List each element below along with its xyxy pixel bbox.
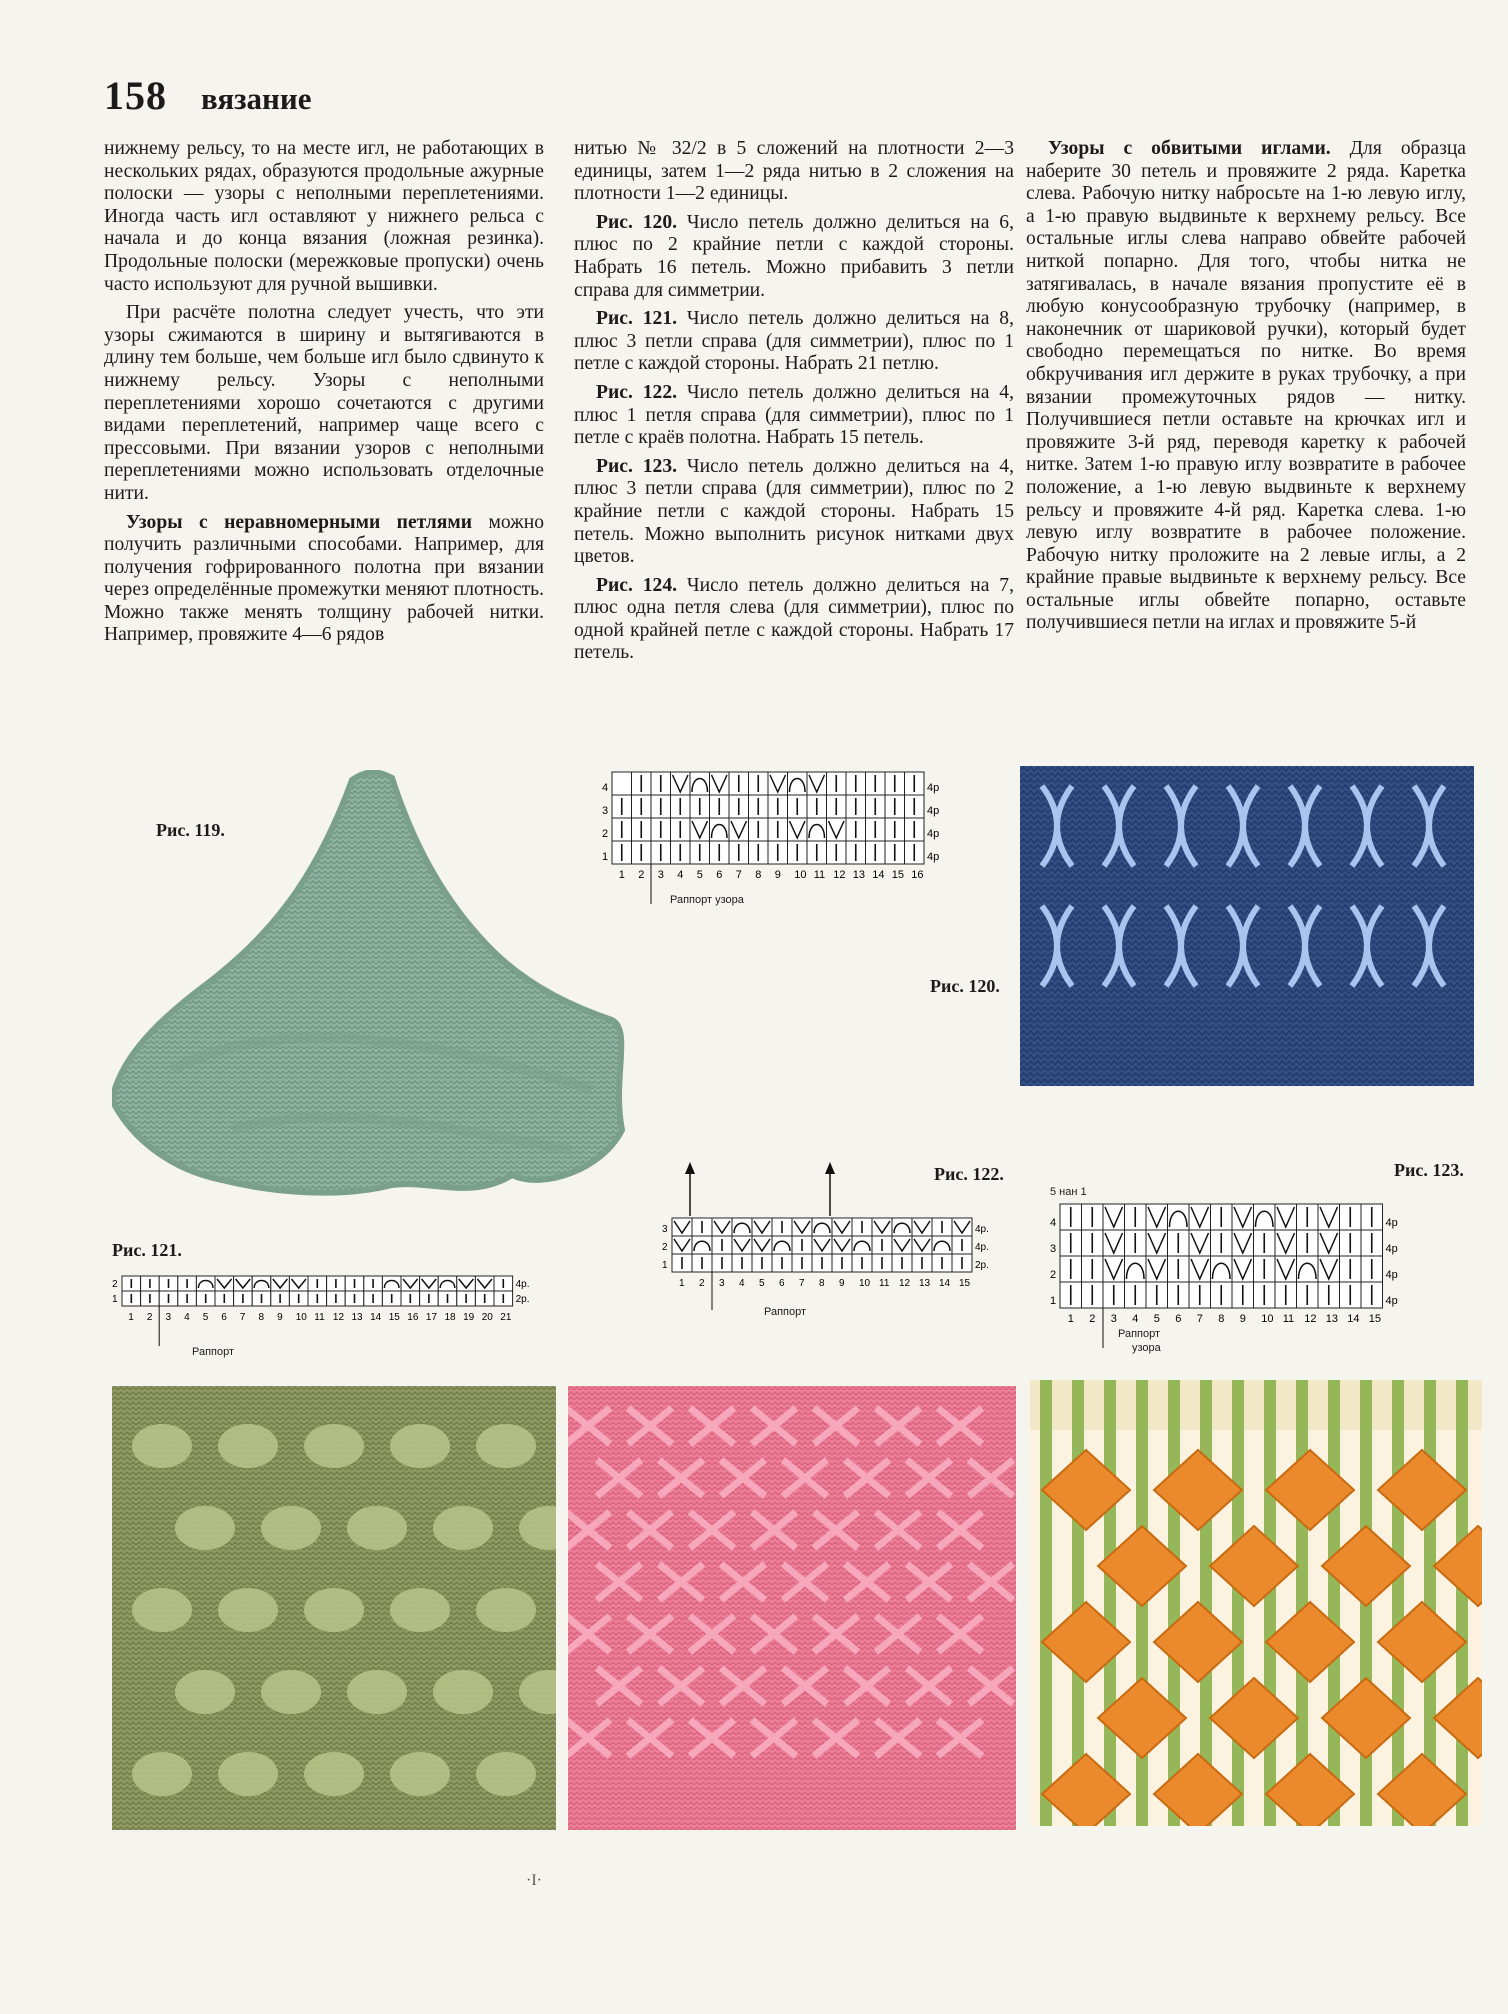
paragraph [574,138,1014,206]
green-rib [1392,1380,1404,1826]
paragraph [574,382,1014,450]
row-label: 1 [662,1260,668,1271]
figure-121-swatch [112,1386,556,1830]
paragraph-text: Число петель должно делиться на 8, плюс 3 петли справа (для симметрии), плюс по 1 петле с каждой стороны. Набрать 21 петлю. [574,308,1014,375]
paragraph-lead: Узоры с обвитыми иглами. [1048,138,1331,159]
paragraph-lead: Рис. 121. [596,308,678,330]
puff-stitch [218,1588,278,1632]
arrow-head [685,1162,695,1174]
figure-120-label: Рис. 120. [930,976,1000,996]
figure-122-rapport: Раппорт [764,1306,807,1318]
figure-123-label: Рис. 123. [1394,1160,1464,1180]
col-number: 13 [852,869,865,881]
col-number: 15 [1368,1313,1381,1325]
col-number: 15 [891,869,904,881]
row-suffix: 4р [927,851,940,863]
section-title: вязание [201,81,312,116]
col-number: 8 [258,1312,265,1323]
figure-123-note: 5 нан 1 [1050,1186,1087,1198]
col-number: 10 [1261,1313,1274,1325]
row-label: 3 [1050,1243,1057,1255]
col-number: 21 [500,1312,512,1323]
top-band [1030,1380,1482,1430]
col-number: 4 [677,869,684,881]
puff-stitch [433,1506,493,1550]
col-number: 6 [1175,1313,1182,1325]
paragraph [1026,138,1466,635]
col-number: 13 [919,1278,931,1289]
col-number: 2 [699,1278,705,1289]
figure-122-label: Рис. 122. [934,1164,1004,1184]
row-label: 4 [1050,1217,1057,1229]
row-label: 3 [602,805,609,817]
col-number: 3 [165,1312,172,1323]
puff-stitch [261,1506,321,1550]
puff-stitch [390,1424,450,1468]
col-number: 20 [481,1312,493,1323]
paragraph-text: нитью № 32/2 в 5 сложений на плотности 2—3 единицы, затем 1—2 ряда нитью в 2 сложения на плотности 1—2 единицы. [574,138,1014,205]
figure-123-swatch [1030,1380,1482,1826]
paragraph [574,456,1014,569]
paragraph-text: Число петель должно делиться на 4, плюс 3 петли справа (для симметрии), плюс по 2 крайние петли с каждой стороны. Набрать 15 петель. Можно выполнить рисунок нитками двух цветов. [574,455,1014,568]
col-number: 12 [332,1312,345,1323]
paragraph [104,302,544,505]
paragraph-lead: Рис. 123. [596,455,678,477]
figure-123-rapport-2: узора [1132,1342,1161,1354]
col-number: 4 [184,1312,190,1323]
paragraph-text: Число петель должно делиться на 4, плюс 1 петля справа (для симметрии), плюс по 1 петле с краёв полотна. Набрать 15 петель. [574,381,1014,449]
row-label: 1 [1050,1295,1057,1307]
row-suffix: 4р. [975,1224,989,1235]
green-rib [1168,1380,1180,1826]
row-suffix: 4р. [975,1242,989,1253]
figure-121-rapport: Раппорт [192,1346,235,1358]
col-number: 15 [959,1278,971,1289]
paragraph-lead: Узоры с неравномерными петлями [126,511,473,533]
col-number: 16 [911,869,924,881]
col-number: 6 [221,1312,227,1323]
col-number: 9 [1239,1313,1246,1325]
col-number: 8 [1218,1313,1225,1325]
paragraph [104,138,544,296]
green-rib [1104,1380,1116,1826]
puff-stitch [304,1588,364,1632]
puff-stitch [304,1752,364,1796]
puff-stitch [347,1506,407,1550]
figure-121-photo [112,1386,556,1830]
col-number: 3 [657,869,664,881]
col-number: 17 [425,1312,438,1323]
figure-123-chart-grid [1040,1200,1480,1360]
green-rib [1456,1380,1468,1826]
col-number: 10 [859,1278,871,1289]
footer-mark: ·I· [526,1872,542,1889]
puff-stitch [175,1506,235,1550]
col-number: 1 [679,1278,685,1289]
col-number: 9 [774,869,781,881]
figure-122-swatch [568,1386,1016,1830]
col-number: 1 [1067,1313,1074,1325]
col-number: 5 [759,1278,765,1289]
paragraph-text: нижнему рельсу, то на месте игл, не работающих в нескольких рядах, образуются продольные ажурные полоски — узоры с неполными переплетениями. Иногда часть игл оставляют у нижнего рельса с начала и до конца вязания (ложная резинка). Продольные полоски (мережковые пропуски) очень часто используют для ручной вышивки. [104,138,544,295]
puff-stitch [347,1670,407,1714]
row-suffix: 4р. [515,1279,530,1290]
col-number: 13 [1325,1313,1338,1325]
puff-stitch [218,1752,278,1796]
col-number: 11 [314,1312,325,1323]
col-number: 8 [755,869,762,881]
puff-stitch [132,1424,192,1468]
col-number: 16 [407,1312,419,1323]
row-label: 2 [602,828,609,840]
row-suffix: 4р [1385,1217,1398,1229]
col-number: 14 [370,1312,382,1323]
col-number: 7 [799,1278,805,1289]
paragraph-text: можно получить различными способами. Например, для получения гофрированного полотна при вязании через определённые промежутки меняют плотность. Можно также менять толщину рабочей нитки. Например, провяжите 4—6 рядов [104,511,544,646]
col-number: 7 [239,1312,246,1323]
paragraph-lead: Рис. 122. [596,381,678,403]
row-label: 2 [1050,1269,1057,1281]
figure-123-chart [1040,1186,1480,1366]
figure-122-photo [568,1386,1016,1830]
col-number: 6 [779,1278,785,1289]
figure-122-chart [660,1160,1020,1320]
row-suffix: 4р [927,782,940,794]
figure-119-label: Рис. 119. [156,820,225,840]
figure-121-label: Рис. 121. [112,1240,182,1260]
col-number: 8 [819,1278,825,1289]
paragraph-text: При расчёте полотна следует учесть, что эти узоры сжимаются в ширину и вытягиваются в длину тем больше, чем больше игл было сдвинуто к нижнему рельсу. Узоры с неполными переплетениями хорошо сочетаются с другими видами переплетений, например чаще всего с прессовыми. При вязании узоров с неполными переплетениями можно использовать отделочные нити. [104,302,544,504]
text-column-3 [1026,138,1466,641]
figure-123-photo [1030,1380,1482,1826]
figure-119 [112,770,632,1210]
col-number: 10 [794,869,807,881]
row-label: 1 [602,851,609,863]
row-suffix: 4р [927,828,940,840]
puff-stitch [132,1588,192,1632]
paragraph [574,575,1014,665]
row-label: 4 [602,782,609,794]
row-label: 2 [112,1279,118,1290]
col-number: 2 [146,1312,153,1323]
green-rib [1264,1380,1276,1826]
puff-stitch [390,1588,450,1632]
row-label: 3 [662,1224,668,1235]
col-number: 19 [463,1312,475,1323]
col-number: 9 [277,1312,283,1323]
green-rib [1232,1380,1244,1826]
paragraph-lead: Рис. 124. [596,574,678,596]
col-number: 7 [1196,1313,1203,1325]
paragraph [574,212,1014,302]
puff-stitch [175,1670,235,1714]
row-suffix: 2р. [515,1294,530,1305]
col-number: 3 [1110,1313,1117,1325]
col-number: 5 [696,869,703,881]
figure-121-chart [112,1272,552,1372]
col-number: 5 [1153,1313,1160,1325]
text-column-2 [574,138,1014,671]
puff-stitch [132,1752,192,1796]
col-number: 4 [739,1278,745,1289]
col-number: 14 [939,1278,951,1289]
green-rib [1040,1380,1052,1826]
col-number: 4 [1132,1313,1139,1325]
col-number: 9 [839,1278,845,1289]
chart-cell [612,772,632,795]
page-header [104,72,312,119]
col-number: 11 [1282,1313,1295,1325]
col-number: 12 [833,869,846,881]
figure-121-chart-grid [112,1272,552,1352]
col-number: 3 [719,1278,725,1289]
col-number: 15 [388,1312,400,1323]
green-rib [1328,1380,1340,1826]
col-number: 10 [295,1312,307,1323]
row-label: 1 [112,1294,118,1305]
col-number: 11 [813,869,826,881]
puff-stitch [476,1588,536,1632]
puff-stitch [304,1424,364,1468]
col-number: 7 [735,869,742,881]
row-suffix: 4р [1385,1243,1398,1255]
puff-stitch [390,1752,450,1796]
col-number: 2 [638,869,645,881]
puff-stitch [261,1670,321,1714]
page-number: 158 [104,73,167,118]
col-number: 12 [1304,1313,1317,1325]
row-suffix: 4р [1385,1295,1398,1307]
col-number: 2 [1089,1313,1096,1325]
row-suffix: 4р [1385,1269,1398,1281]
figure-120-chart-grid [598,768,998,928]
row-label: 2 [662,1242,668,1253]
puff-stitch [433,1670,493,1714]
figure-122-chart-grid [660,1160,1020,1310]
figure-120-rapport: Раппорт узора [670,894,744,906]
text-column-1 [104,138,544,653]
puff-stitch [476,1752,536,1796]
col-number: 14 [1347,1313,1360,1325]
col-number: 12 [899,1278,911,1289]
col-number: 13 [351,1312,363,1323]
puff-stitch [476,1424,536,1468]
arrow-head [825,1162,835,1174]
figure-120-swatch [1020,766,1474,1086]
paragraph-text: Число петель должно делиться на 6, плюс по 2 крайние петли с каждой стороны. Набрать 16 петель. Можно прибавить 3 петли справа для симметрии. [574,211,1014,301]
col-number: 6 [716,869,723,881]
col-number: 1 [128,1312,134,1323]
col-number: 14 [872,869,885,881]
col-number: 5 [202,1312,209,1323]
col-number: 11 [879,1278,890,1289]
figure-120-chart [598,768,998,928]
paragraph [574,308,1014,376]
figure-120-photo [1020,766,1474,1086]
row-suffix: 4р [927,805,940,817]
puff-stitch [218,1424,278,1468]
paragraph-text: Число петель должно делиться на 7, плюс одна петля слева (для симметрии), плюс по одной крайней петле с каждой стороны. Набрать 17 петель. [574,574,1014,664]
figure-123-rapport: Раппорт [1118,1328,1161,1340]
paragraph-text: Для образца наберите 30 петель и провяжите 2 ряда. Каретка слева. Рабочую нитку набросьте на 1-ю левую иглу, а 1-ю правую выдвиньте к верхнему рельсу. Все остальные иглы слева направо обвейте рабочей ниткой попарно. Для того, чтобы нитка не затягивалась, в начале вязания пропустите её в любую конусообразную трубочку (например, в наконечник от шариковой ручки), который будет свободно перемещаться по нитке. Во время обкручивания игл держите в руках трубочку, а при вязании промежуточных рядов — нитку. Получившиеся петли оставьте на крючках игл и провяжите 3-й ряд, переводя каретку к рабочей нитке. Затем 1-ю правую иглу возвратите в рабочее положение, а 1-ю левую выдвиньте к верхнему рельсу и провяжите 4-й ряд. Каретка слева. 1-ю левую иглу возвратите в рабочее положение. Рабочую нитку проложите на 2 левые иглы, а 2 крайние правые выдвиньте к верхнему рельсу. Все остальные иглы обвейте попарно, оставьте получившиеся петли на иглах и провяжите 5-й [1026,138,1466,634]
col-number: 1 [618,869,625,881]
col-number: 18 [444,1312,456,1323]
row-suffix: 2р. [975,1260,989,1271]
paragraph-lead: Рис. 120. [596,211,678,233]
paragraph [104,512,544,648]
